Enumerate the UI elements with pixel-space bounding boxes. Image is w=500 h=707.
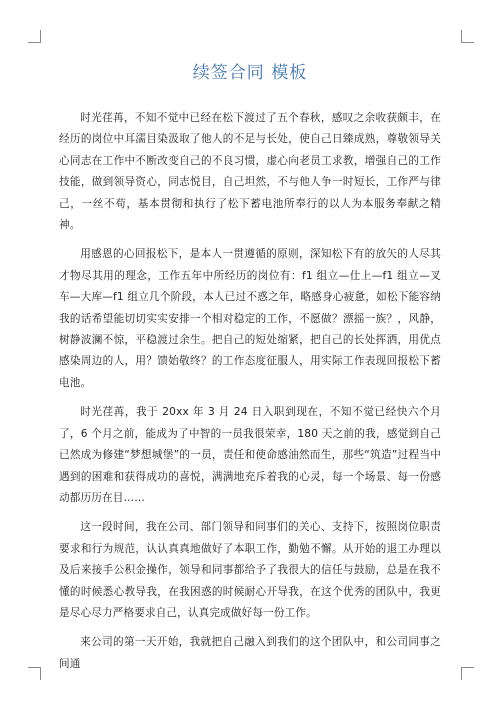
document-body bbox=[59, 108, 441, 683]
crop-mark-top-left bbox=[28, 30, 41, 43]
document-title: 续签合同 模板 bbox=[192, 63, 308, 83]
paragraph: 时光荏苒，不知不觉中已经在松下渡过了五个春秋，感叹之余收获颇丰，在经历的岗位中耳濡目染汲取了他人的不足与长处，使自己日臻成熟，尊敬领导关心同志在工作中不断改变自己的不良习惯，虚心向老员工求教，增强自己的工作技能，做到领导资心，同志悦目，自己坦然，不与他人争一时短长，工作严与律己，一丝不苟，基本贯彻和执行了松下蓄电池所奉行的以人为本服务奉献之精神。 bbox=[59, 112, 441, 232]
paragraph: 这一段时间，我在公司、部门领导和同事们的关心、支持下，按照岗位职责要求和行为规范，认认真真地做好了本职工作，勤勉不懈。从开始的退工办理以及后来接手公积金操作，领导和同事都给予了我很大的信任与鼓励，总是在我不懂的时候悉心教导我，在我困惑的时候耐心开导我，在这个优秀的团队中，我更是尽心尽力严格要求自己，认真完成做好每一份工作。 bbox=[59, 521, 441, 619]
crop-mark-bottom-right bbox=[461, 667, 474, 680]
crop-mark-bottom-left bbox=[28, 667, 41, 680]
paragraph: 时光荏苒，我于 20xx 年 3 月 24 日入职到现在，不知不觉已经快六个月了，6 个月之前，能成为了中智的一员我很荣幸，180 天之前的我，感觉到自己已然成为修建“梦想城堡”的一员，责任和使命感油然而生，那些“筑造”过程当中遇到的困难和获得成功的喜悦，满满地充斥着我的心灵，每一个场景、每一份感动都历历在目…… bbox=[59, 406, 441, 504]
crop-mark-top-right bbox=[461, 30, 474, 43]
paragraph: 用感恩的心回报松下，是本人一贯遵循的原则，深知松下有的放矢的人尽其才物尽其用的理念，工作五年中所经历的岗位有：f1 组立—仕上—f1 组立—叉车—大库—f1 组立几个阶段，本人已过不惑之年，略感身心疲惫，如松下能容纳我的话希望能切切实实安排一个相对稳定的工作，不愿做？漂摇一族？，风静，树静波澜不惊，平稳渡过余生。把自己的短处缩紧，把自己的长处挥洒，用优点感染周边的人，用？馈始敬终？的工作态度征服人，用实际工作表现回报松下蓄电池。 bbox=[59, 248, 441, 389]
paragraph: 来公司的第一天开始，我就把自己融入到我们的这个团队中，和公司同事之间通 bbox=[59, 636, 441, 670]
